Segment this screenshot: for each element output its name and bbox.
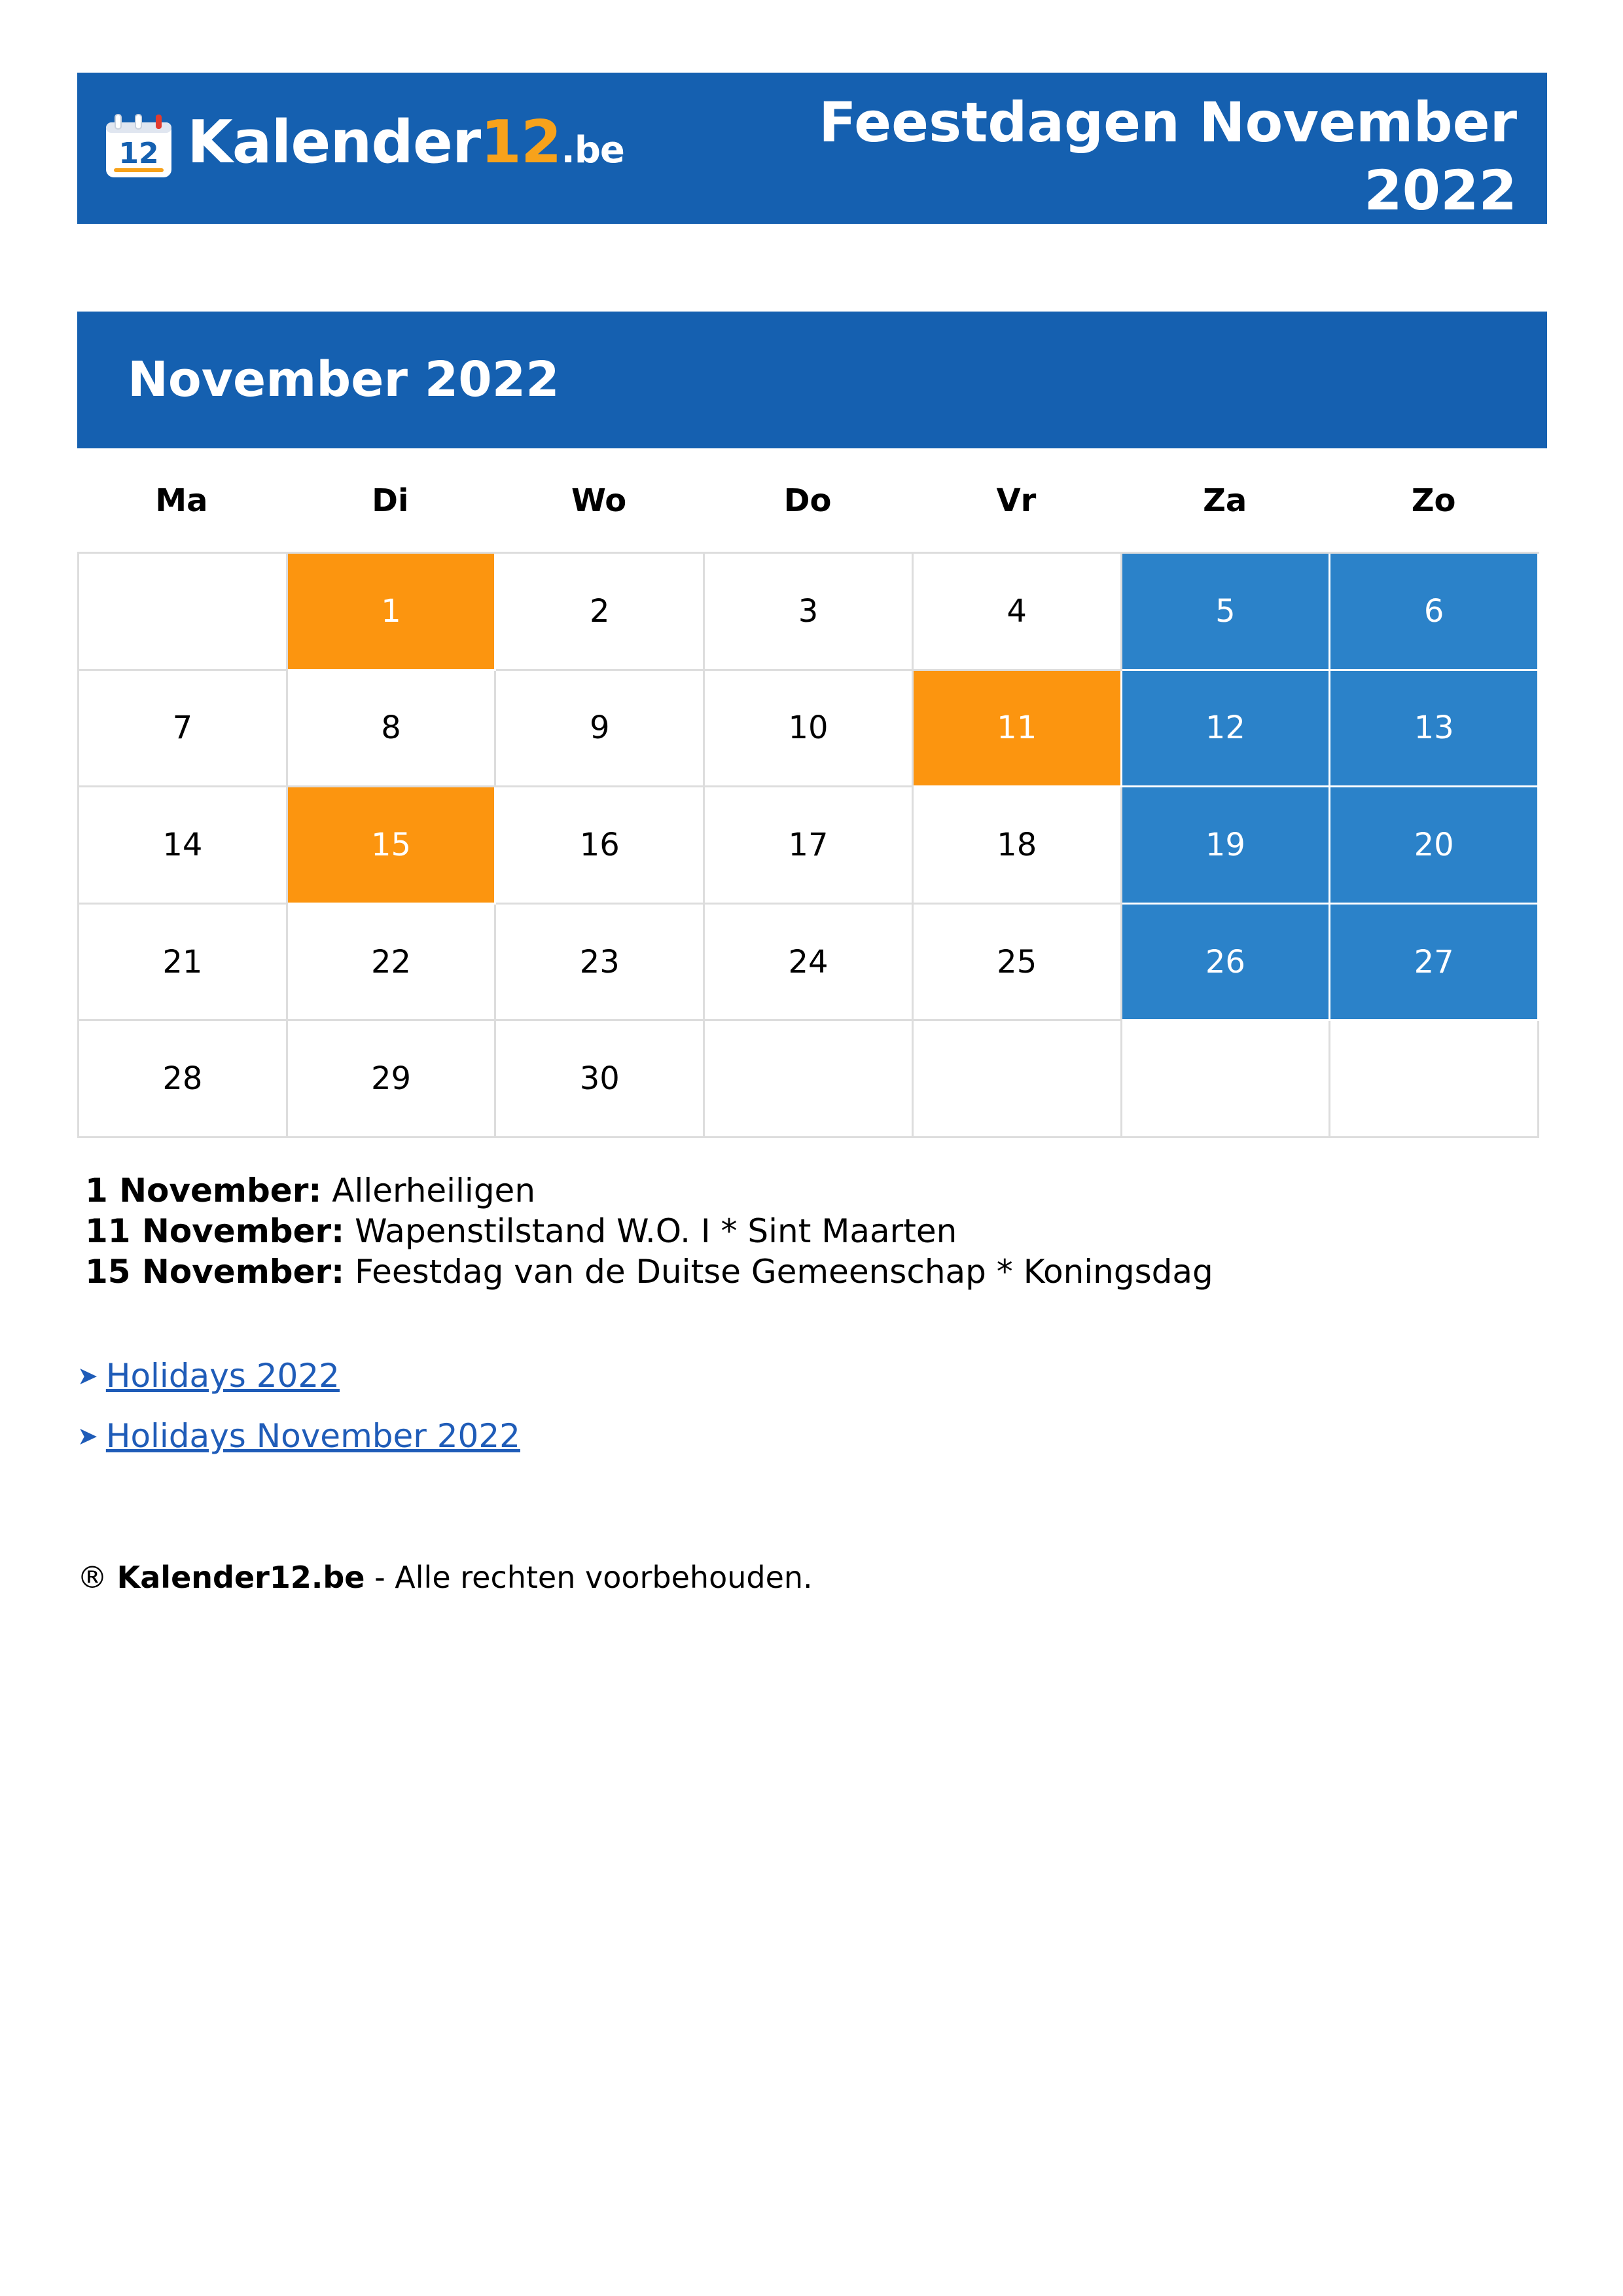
day-cell[interactable]: 11 bbox=[914, 671, 1122, 788]
day-cell[interactable]: 4 bbox=[914, 554, 1122, 671]
holiday-list bbox=[85, 1170, 1213, 1292]
day-cell[interactable]: 16 bbox=[496, 787, 705, 905]
weekday-label: Do bbox=[783, 482, 832, 519]
holiday-name: Feestdag van de Duitse Gemeenschap * Koningsdag bbox=[355, 1253, 1213, 1291]
weekday-label: Zo bbox=[1411, 482, 1456, 519]
empty-day-cell bbox=[705, 1021, 914, 1138]
holiday-date: 1 November: bbox=[85, 1172, 322, 1210]
logo-number: 12 bbox=[480, 108, 562, 177]
registered-symbol: ® bbox=[77, 1560, 107, 1595]
day-cell[interactable]: 17 bbox=[705, 787, 914, 905]
empty-day-cell bbox=[1330, 1021, 1539, 1138]
day-cell[interactable]: 8 bbox=[288, 671, 497, 788]
day-cell[interactable]: 23 bbox=[496, 905, 705, 1022]
holiday-item bbox=[85, 1170, 1213, 1211]
page-title-line1: Feestdagen November bbox=[819, 90, 1517, 154]
page-header bbox=[77, 73, 1547, 224]
weekday-header bbox=[77, 471, 1538, 530]
day-cell[interactable]: 26 bbox=[1122, 905, 1331, 1022]
day-cell[interactable]: 7 bbox=[79, 671, 288, 788]
arrow-icon: ➤ bbox=[77, 1422, 98, 1450]
month-title: November 2022 bbox=[128, 351, 560, 408]
empty-day-cell bbox=[1122, 1021, 1331, 1138]
day-cell[interactable]: 18 bbox=[914, 787, 1122, 905]
logo-name: Kalender bbox=[187, 108, 481, 177]
holiday-name: Allerheiligen bbox=[332, 1172, 536, 1210]
day-cell[interactable]: 12 bbox=[1122, 671, 1331, 788]
holiday-date: 15 November: bbox=[85, 1253, 345, 1291]
arrow-icon: ➤ bbox=[77, 1361, 98, 1390]
day-cell[interactable]: 3 bbox=[705, 554, 914, 671]
day-cell[interactable]: 25 bbox=[914, 905, 1122, 1022]
day-cell[interactable]: 2 bbox=[496, 554, 705, 671]
day-cell[interactable]: 1 bbox=[288, 554, 497, 671]
day-cell[interactable]: 13 bbox=[1330, 671, 1539, 788]
page-title-line2: 2022 bbox=[1364, 158, 1517, 223]
calendar-icon-number: 12 bbox=[118, 137, 159, 170]
calendar-icon bbox=[105, 113, 173, 172]
day-cell[interactable]: 15 bbox=[288, 787, 497, 905]
calendar-grid bbox=[77, 552, 1539, 1138]
month-header bbox=[77, 312, 1547, 448]
footer-text: - Alle rechten voorbehouden. bbox=[365, 1560, 813, 1595]
day-cell[interactable]: 29 bbox=[288, 1021, 497, 1138]
empty-day-cell bbox=[79, 554, 288, 671]
day-cell[interactable]: 21 bbox=[79, 905, 288, 1022]
day-cell[interactable]: 27 bbox=[1330, 905, 1539, 1022]
page-title bbox=[732, 88, 1517, 224]
logo-tld: .be bbox=[561, 129, 624, 171]
weekday-label: Za bbox=[1203, 482, 1247, 519]
holidays-link[interactable]: Holidays November 2022 bbox=[105, 1417, 520, 1455]
day-cell[interactable]: 19 bbox=[1122, 787, 1331, 905]
weekday-label: Di bbox=[372, 482, 409, 519]
site-logo[interactable] bbox=[105, 107, 624, 179]
day-cell[interactable]: 5 bbox=[1122, 554, 1331, 671]
link-item bbox=[77, 1414, 520, 1474]
holidays-link[interactable]: Holidays 2022 bbox=[105, 1357, 340, 1395]
weekday-label: Vr bbox=[996, 482, 1037, 519]
day-cell[interactable]: 20 bbox=[1330, 787, 1539, 905]
holiday-item bbox=[85, 1251, 1213, 1292]
day-cell[interactable]: 10 bbox=[705, 671, 914, 788]
day-cell[interactable]: 22 bbox=[288, 905, 497, 1022]
day-cell[interactable]: 30 bbox=[496, 1021, 705, 1138]
footer-brand: Kalender12.be bbox=[116, 1560, 365, 1595]
empty-day-cell bbox=[914, 1021, 1122, 1138]
logo-wordmark bbox=[187, 108, 624, 177]
holiday-date: 11 November: bbox=[85, 1212, 345, 1250]
day-cell[interactable]: 6 bbox=[1330, 554, 1539, 671]
related-links bbox=[77, 1354, 520, 1474]
footer bbox=[77, 1558, 813, 1597]
weekday-label: Wo bbox=[571, 482, 627, 519]
day-cell[interactable]: 24 bbox=[705, 905, 914, 1022]
holiday-item bbox=[85, 1211, 1213, 1251]
holiday-name: Wapenstilstand W.O. I * Sint Maarten bbox=[355, 1212, 957, 1250]
link-item bbox=[77, 1354, 520, 1414]
day-cell[interactable]: 9 bbox=[496, 671, 705, 788]
day-cell[interactable]: 14 bbox=[79, 787, 288, 905]
weekday-label: Ma bbox=[155, 482, 208, 519]
day-cell[interactable]: 28 bbox=[79, 1021, 288, 1138]
